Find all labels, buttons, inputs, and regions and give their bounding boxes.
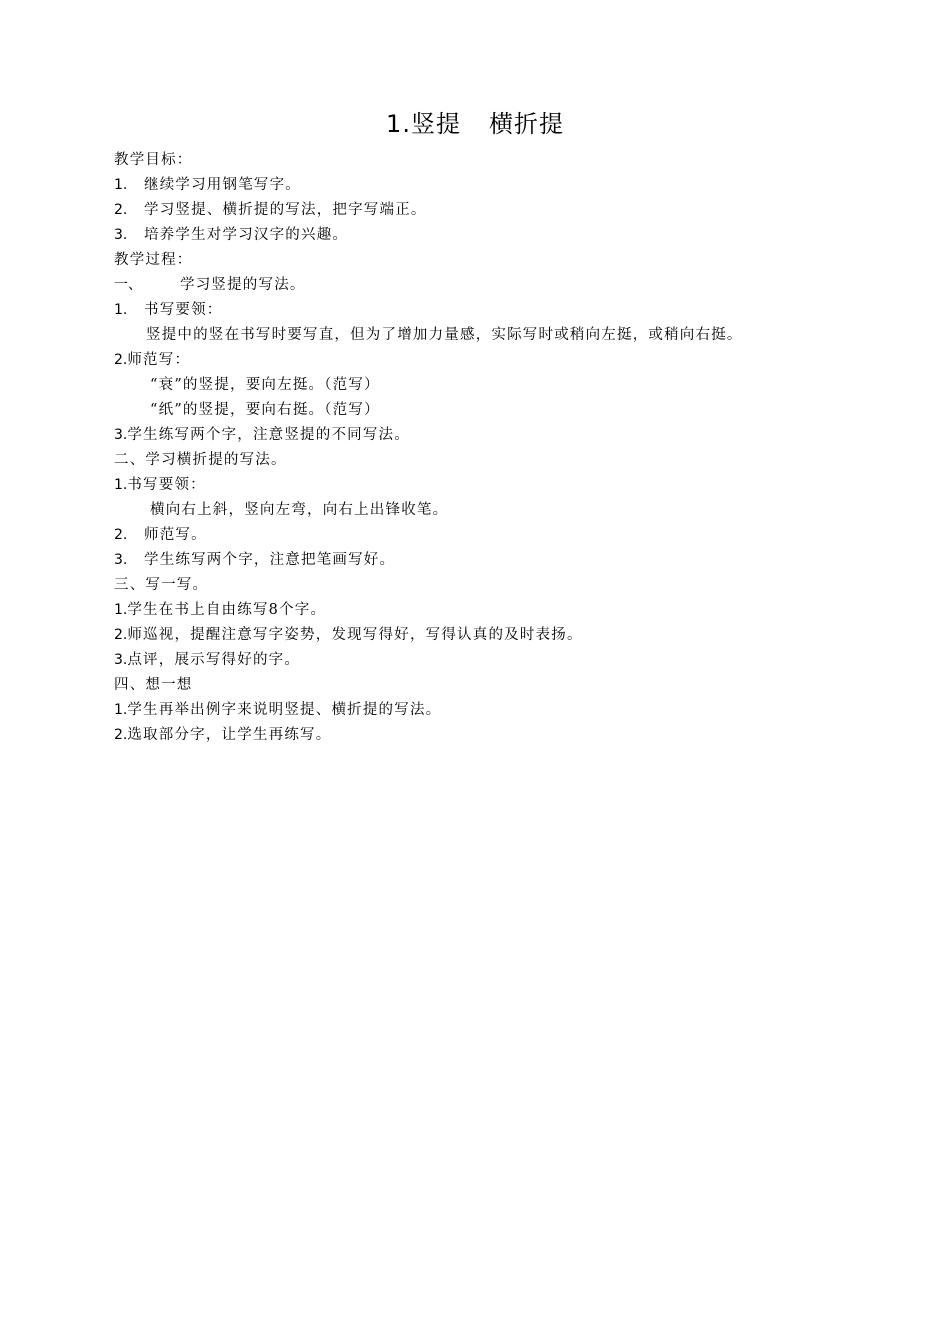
process-1-example-2: “纸”的竖提，要向右挺。（范写） xyxy=(150,402,380,418)
process-1-item-1: 1. 书写要领： xyxy=(114,302,223,318)
process-2-item-1: 1.书写要领： xyxy=(114,477,206,493)
section-heading-process: 教学过程： xyxy=(114,252,193,268)
goal-item-1: 1. 继续学习用钢笔写字。 xyxy=(114,177,301,193)
process-3-item-2: 2.师巡视，提醒注意写字姿势，发现写得好，写得认真的及时表扬。 xyxy=(114,627,583,643)
process-3-item-3: 3.点评，展示写得好的字。 xyxy=(114,652,301,668)
process-2-item-2: 2. 师范写。 xyxy=(114,527,207,543)
process-2-detail: 横向右上斜，竖向左弯，向右上出锋收笔。 xyxy=(150,502,449,518)
section-heading-goals: 教学目标： xyxy=(114,152,193,168)
process-part-2: 二、学习横折提的写法。 xyxy=(114,452,287,468)
process-2-item-3: 3. 学生练写两个字，注意把笔画写好。 xyxy=(114,552,396,568)
document-title xyxy=(0,106,950,142)
goal-item-3: 3. 培养学生对学习汉字的兴趣。 xyxy=(114,227,349,243)
process-1-item-2: 2.师范写： xyxy=(114,352,191,368)
process-4-item-2: 2.选取部分字，让学生再练写。 xyxy=(114,727,332,743)
process-4-item-1: 1.学生再举出例字来说明竖提、横折提的写法。 xyxy=(114,702,442,718)
process-3-item-1: 1.学生在书上自由练写8个字。 xyxy=(114,602,327,618)
process-part-3: 三、写一写。 xyxy=(114,577,209,593)
process-part-4: 四、想一想 xyxy=(114,677,193,693)
process-1-detail: 竖提中的竖在书写时要写直，但为了增加力量感，实际写时或稍向左挺，或稍向右挺。 xyxy=(146,327,743,343)
title-part-1: 竖提 xyxy=(410,110,461,138)
document-body xyxy=(114,148,874,748)
process-part-1: 一、 学习竖提的写法。 xyxy=(114,277,306,293)
process-1-item-3: 3.学生练写两个字，注意竖提的不同写法。 xyxy=(114,427,410,443)
title-part-2: 横折提 xyxy=(488,110,564,138)
title-number: 1. xyxy=(386,110,411,138)
goal-item-2: 2. 学习竖提、横折提的写法，把字写端正。 xyxy=(114,202,427,218)
process-1-example-1: “衰”的竖提，要向左挺。（范写） xyxy=(150,377,380,393)
